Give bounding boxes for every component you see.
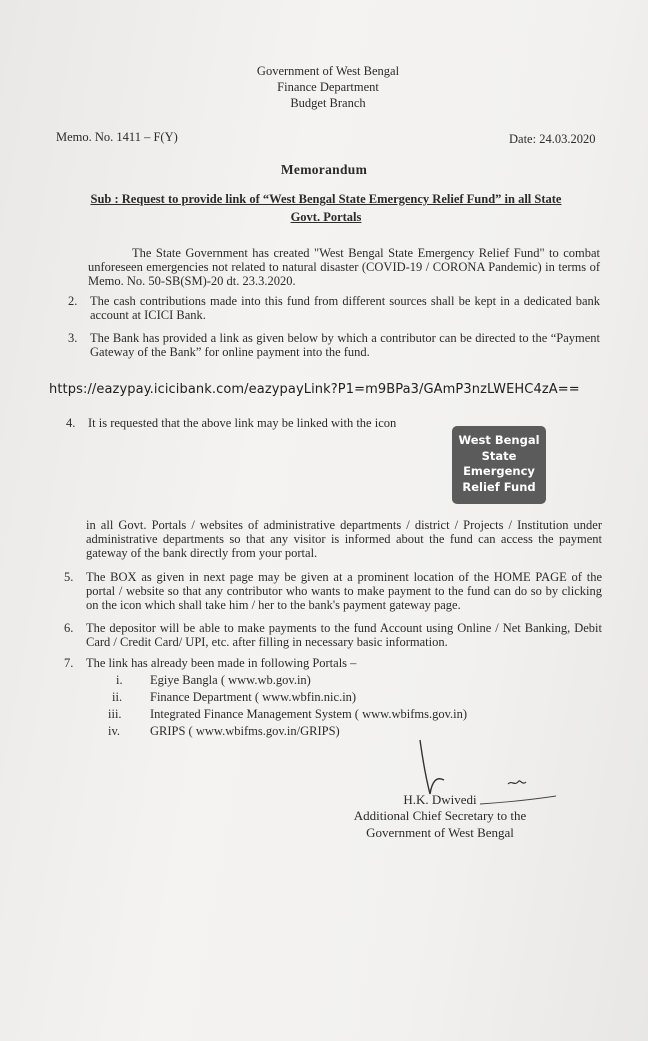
badge-line-2: State: [481, 448, 517, 463]
header-line-2: Finance Department: [277, 80, 379, 94]
header-line-1: Government of West Bengal: [256, 64, 400, 78]
subject-line-1: Sub : Request to provide link of “West Bengal State Emergency Relief Fund” in all State: [90, 192, 562, 206]
subject-line-2: Govt. Portals: [290, 210, 362, 224]
payment-link-url[interactable]: https://eazypay.icicibank.com/eazypayLink?P1=m9BPa3/GAmP3nzLWEHC4zA==: [49, 382, 580, 397]
portal-3-number: iii.: [108, 707, 122, 721]
signatory-name: H.K. Dwivedi: [403, 792, 477, 807]
signatory-designation: Additional Chief Secretary to the: [353, 808, 527, 823]
memo-number: Memo. No. 1411 – F(Y): [56, 130, 178, 144]
item-6-text: The depositor will be able to make payments to the fund Account using Online / Net Banking, Debit Card / Credit Card/ UPI, etc. after filling in necessary basic information.: [86, 621, 602, 649]
item-2-text: The cash contributions made into this fund from different sources shall be kept in a dedicated bank account at ICICI Bank.: [90, 294, 600, 322]
badge-line-1: West Bengal: [458, 433, 540, 447]
portal-2-number: ii.: [112, 690, 123, 704]
item-5-text: The BOX as given in next page may be given at a prominent location of the HOME PAGE of the portal / website so that any contributor who wants to make payment to the fund can do so by clicking on the icon which shall take him / her to the bank's payment gateway page.: [86, 570, 602, 612]
item-5-number: 5.: [64, 570, 74, 584]
item-3-text: The Bank has provided a link as given below by which a contributor can be directed to the “Payment Gateway of the Bank” for online payment into the fund.: [90, 331, 600, 359]
badge-line-3: Emergency: [463, 464, 535, 478]
item-6-number: 6.: [64, 621, 74, 635]
item-4-text-b: in all Govt. Portals / websites of administrative departments / district / Projects / Institution under administrative departments so that any visitor is informed about the fund can access the payment gateway of the bank directly from your portal.: [86, 518, 602, 560]
badge-line-4: Relief Fund: [462, 479, 536, 494]
memo-title: Memorandum: [280, 162, 368, 177]
item-3-number: 3.: [68, 331, 78, 345]
portal-4-number: iv.: [108, 724, 121, 738]
item-2-number: 2.: [68, 294, 78, 308]
memo-date: Date: 24.03.2020: [509, 132, 596, 146]
portal-2-text: Finance Department ( www.wbfin.nic.in): [150, 690, 357, 704]
item-4-number: 4.: [66, 416, 76, 430]
header-line-3: Budget Branch: [290, 96, 366, 110]
portal-1-text: Egiye Bangla ( www.wb.gov.in): [150, 673, 311, 687]
item-7-number: 7.: [64, 656, 74, 670]
item-4-text-a: It is requested that the above link may be linked with the icon: [88, 416, 397, 430]
portal-3-text: Integrated Finance Management System ( www.wbifms.gov.in): [150, 707, 468, 721]
portal-1-number: i.: [116, 673, 123, 687]
portal-4-text: GRIPS ( www.wbifms.gov.in/GRIPS): [150, 724, 340, 738]
relief-fund-icon[interactable]: [452, 426, 546, 504]
paragraph-1: The State Government has created "West Bengal State Emergency Relief Fund" to combat unforeseen emergencies not related to natural disaster (COVID-19 / CORONA Pandemic) in terms of Memo. No. 50-SB(SM)-20 dt. 23.3.2020.: [88, 246, 600, 288]
signatory-organization: Government of West Bengal: [366, 825, 514, 840]
item-7-text: The link has already been made in following Portals –: [86, 656, 357, 670]
